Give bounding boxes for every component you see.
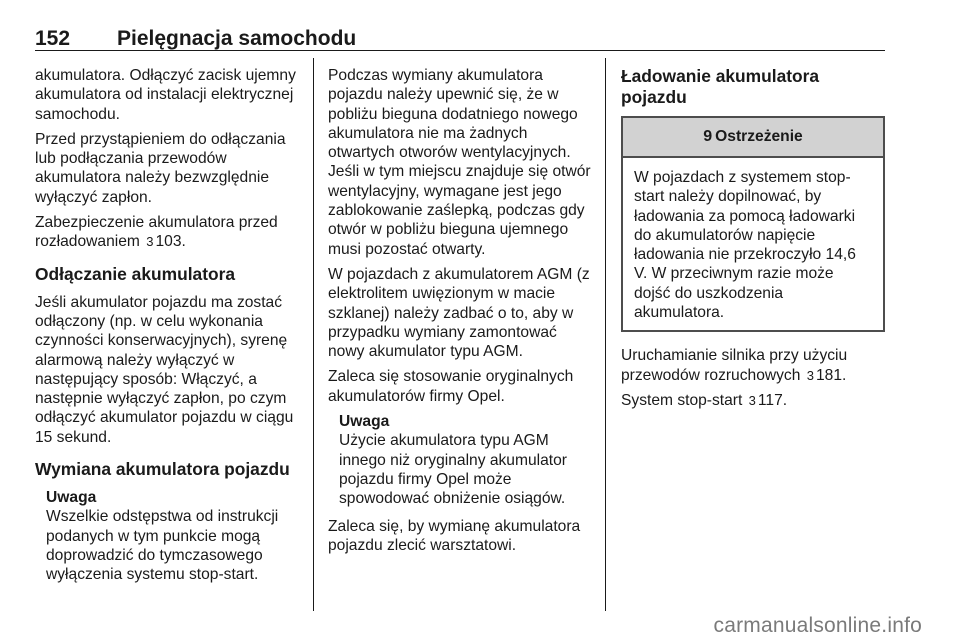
paragraph-with-reference [621,391,885,410]
paragraph-with-reference [35,213,307,252]
reference-arrow-icon: 3 [806,367,814,383]
paragraph: W pojazdach z akumulatorem AGM (z elektrolitem uwięzionym w macie szklanej) należy zadbać o to, aby w przypadku wymiany zamontować nowy akumulator typu AGM. [328,265,590,361]
paragraph: akumulatora. Odłączyć zacisk ujemny akumulatora od instalacji elektrycznej samochodu. [35,67,296,123]
column-1 [35,66,307,593]
paragraph: Podczas wymiany akumulatora pojazdu należy upewnić się, że w pobliżu bieguna dodatniego nowego akumulatora nie ma żadnych otwartych otworów wentylacyjnych. Jeśli w tym miejscu znajduje się otwór wentylacyjny, wymagane jest jego zablokowanie zaślepką, podczas gdy otwór w pobliżu bieguna ujemnego musi pozostać otwarty. [328,67,591,258]
column-divider-right [605,58,606,611]
note-text: Wszelkie odstępstwa od instrukcji podanych w tym punkcie mogą doprowadzić do tymczasowego wyłączenia systemu stop-start. [46,508,279,584]
paragraph-text: Zabezpieczenie akumulatora przed rozładowaniem [35,214,278,251]
warning-text: W pojazdach z systemem stop-start należy dopilnować, by ładowania za pomocą ładowarki do akumulatorów napięcie ładowania nie przekroczyło 14,6 V. W przeciwnym razie może dojść do uszkodzenia akumulatora. [634,169,856,322]
page-number: 152 [35,27,71,50]
warning-box [621,116,885,332]
paragraph: Jeśli akumulator pojazdu ma zostać odłączony (np. w celu wykonania czynności konserwacyjnych), syrenę alarmową należy wyłączyć w następujący sposób: Włączyć, a następnie wyłączyć zapłon, po czym odłączyć akumulator pojazdu w ciągu 15 sekund. [35,293,294,446]
paragraph-with-reference [621,346,885,385]
paragraph: Zaleca się, by wymianę akumulatora pojazdu zlecić warsztatowi. [328,517,581,554]
warning-title: Ostrzeżenie [715,128,803,146]
paragraph: Przed przystąpieniem do odłączania lub podłączania przewodów akumulatora należy bezwzględnie wyłączyć zapłon. [35,130,286,206]
reference-arrow-icon: 3 [146,234,154,250]
page-reference-link[interactable]: 103. [155,233,186,251]
note-label: Uwaga [339,413,390,431]
chapter-title: Pielęgnacja samochodu [117,27,357,50]
note-text: Użycie akumulatora typu AGM innego niż oryginalny akumulator pojazdu firmy Opel może spowodować obniżenie osiągów. [339,432,567,508]
header-rule [35,50,885,51]
page-reference-link[interactable]: 117. [757,391,788,409]
paragraph-text: System stop-start [621,391,743,409]
column-2 [328,66,596,561]
note-block [339,412,596,508]
section-heading: Wymiana akumulatora pojazdu [35,459,290,480]
column-3 [621,66,885,416]
reference-arrow-icon: 3 [748,392,756,408]
section-heading: Ładowanie akumulatora pojazdu [621,66,820,107]
paragraph-text: Uruchamianie silnika przy użyciu przewodów rozruchowych [621,347,848,384]
section-heading: Odłączanie akumulatora [35,263,236,284]
warning-header [623,118,883,158]
note-label: Uwaga [46,489,97,507]
paragraph: Zaleca się stosowanie oryginalnych akumulatorów firmy Opel. [328,368,574,405]
page-reference-link[interactable]: 181. [815,366,847,384]
note-block [46,488,307,584]
column-divider-left [313,58,314,611]
watermark: carmanualsonline.info [713,614,922,637]
warning-icon: 9 [703,128,713,146]
